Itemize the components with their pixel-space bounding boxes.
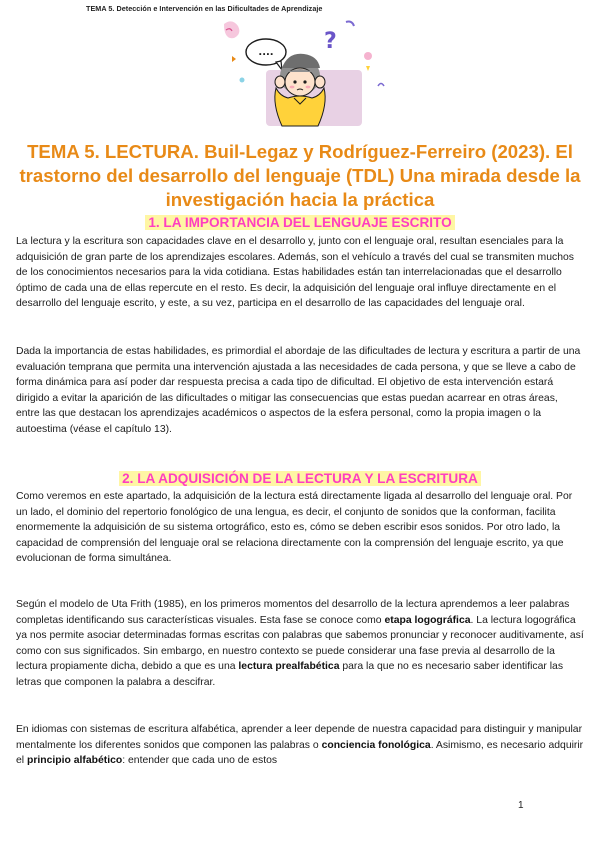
section-2-paragraph-2	[16, 597, 584, 691]
question-mark-icon: ?	[324, 29, 337, 54]
paragraph-text: . Asimismo, es necesario adquirir el	[16, 739, 584, 767]
paragraph-text: para la que no es necesario saber identificar las letras que componen la palabra a descifrar.	[16, 661, 564, 688]
term-principio-alfabetico: principio alfabético	[26, 755, 123, 767]
section-2-paragraph-1: Como veremos en este apartado, la adquisición de la lectura está directamente ligada al desarrollo del lenguaje oral. Por un lado, el dominio del repertorio fonológico de una lengua, es decir, el conjunto de sonidos que la conforman, facilita enormemente la adquisición de su sistema ortográfico, esto es, cómo se deben escribir esos sonidos. Por otro lado, la capacidad de comprensión del lenguaje oral se relaciona directamente con la comprensión del lenguaje escrito, ya que evolucionan de forma simultánea.	[16, 491, 573, 565]
page-number: 1	[518, 800, 524, 811]
document-title: TEMA 5. LECTURA. Buil-Legaz y Rodríguez-Ferreiro (2023). El trastorno del desarrollo del lenguaje (TDL) Una mirada desde la investigación hacia la práctica	[19, 141, 581, 210]
speech-bubble	[246, 39, 286, 70]
child-thinking-illustration	[218, 16, 388, 128]
section-heading-1	[0, 214, 600, 231]
speech-bubble-text: ....	[258, 47, 274, 58]
section-1-paragraph-2: Dada la importancia de estas habilidades, es primordial el abordaje de las dificultades de lectura y escritura a partir de una evaluación temprana que permita una intervención ajustada a las necesidades de cada persona, y que se lleve a cabo de forma dinámica para así poder dar respuesta precisa a cada tipo de dificultad. El objetivo de esta intervención estará dirigido a evitar la aparición de las dificultades o mitigar las consecuencias que estas puedan acarrear en otras áreas, entre las que destacan los aprendizajes académicos o aspectos de la esfera personal, como la propia imagen o la autoestima (véase el capítulo 13).	[16, 346, 581, 435]
section-heading-1-text: 1. LA IMPORTANCIA DEL LENGUAJE ESCRITO	[145, 215, 454, 230]
section-2-paragraph-3	[16, 722, 584, 769]
section-heading-2	[0, 470, 600, 487]
term-conciencia-fonologica: conciencia fonológica	[321, 739, 431, 751]
running-header: TEMA 5. Detección e Intervención en las Dificultades de Aprendizaje	[86, 4, 323, 13]
paragraph-text: En idiomas con sistemas de escritura alfabética, aprender a leer depende de nuestra capacidad para distinguir y manipular mentalmente los diferentes sonidos que componen las palabras o	[16, 724, 583, 751]
paragraph-text: . La lectura logográfica ya nos permite asociar determinadas formas escritas con palabras que sabemos pronunciar y reconocer auditivamente, así como con sus significados. Sin embargo, en nuestro contexto se puede considerar una fase previa al desarrollo de la lectura propiamente dicha, debido a que es una	[16, 614, 584, 673]
section-1-paragraph-1: La lectura y la escritura son capacidades clave en el desarrollo y, junto con el lenguaje oral, resultan esenciales para la adquisición de gran parte de los aprendizajes escolares. Además, son el vehículo a través del cual se transmiten muchos de los conocimientos necesarios para la vida cotidiana. Estas habilidades están tan interrelacionadas que el desarrollo óptimo de cada una de ellas repercute en el resto. Es decir, la adquisición del lenguaje oral influye directamente en el desarrollo del lenguaje escrito, y este, a su vez, participa en el desarrollo de las capacidades del lenguaje oral.	[16, 236, 574, 310]
term-lectura-prealfabetica: lectura prealfabética	[238, 661, 340, 673]
paragraph-text: : entender que cada uno de estos	[122, 755, 278, 767]
paragraph-text: Según el modelo de Uta Frith (1985), en los primeros momentos del desarrollo de la lectura aprendemos a leer palabras completas identificando sus características visuales. Esta fase se conoce como	[16, 599, 570, 626]
term-etapa-logografica: etapa logográfica	[384, 614, 471, 626]
section-heading-2-text: 2. LA ADQUISICIÓN DE LA LECTURA Y LA ESCRITURA	[119, 471, 481, 486]
